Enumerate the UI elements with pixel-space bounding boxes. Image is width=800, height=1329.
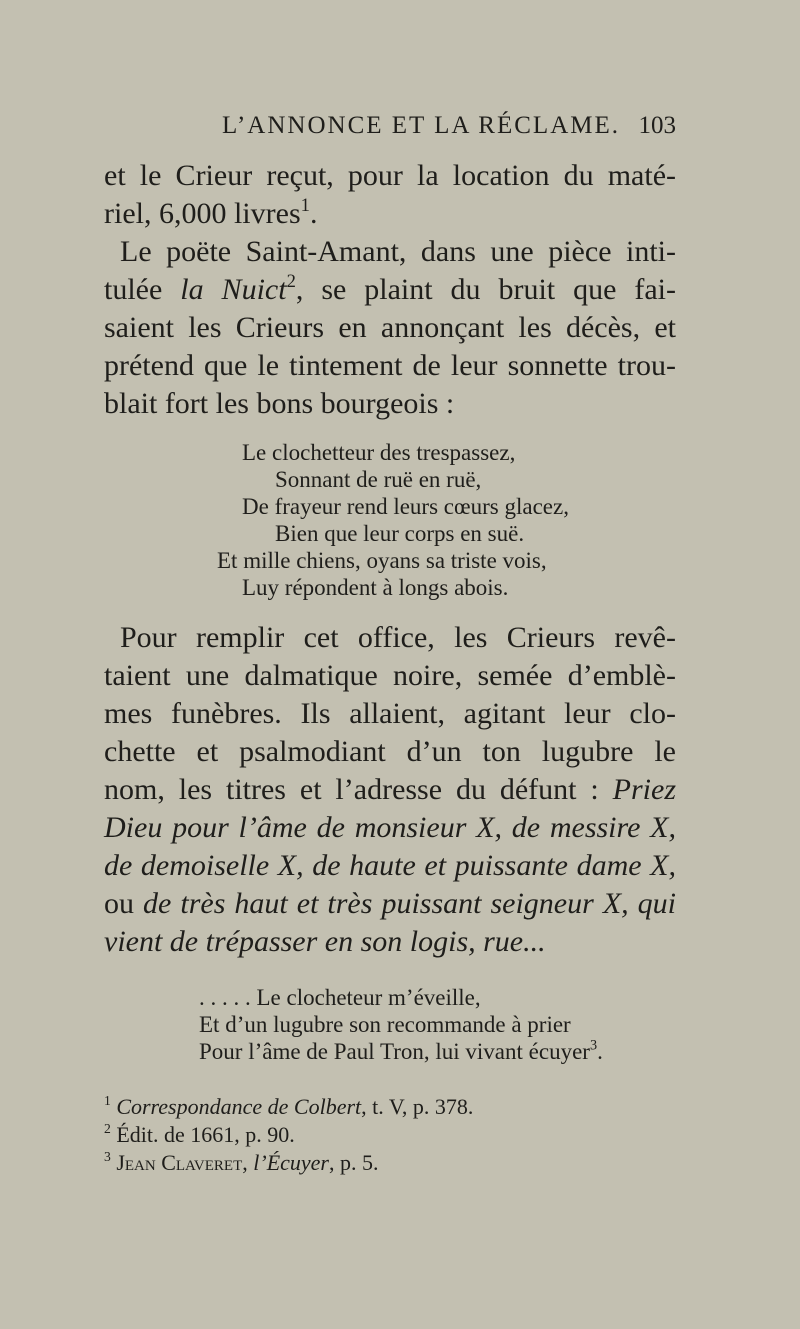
footnote-ref: 2 [286,270,296,292]
paragraph-line: ou de très haut et très puissant seigneur X, qui [104,887,677,920]
footnote: $^1$ Correspondance de Colbert, t. V, p. 378. [104,1093,474,1119]
footnote: $^2$ Édit. de 1661, p. 90. [104,1121,295,1147]
paragraph-line: de demoiselle X, de haute et puissante dame X, [104,849,676,882]
verse-line: Et mille chiens, oyans sa triste vois, [217,548,547,573]
footnote-ref: 3 [589,1037,598,1054]
verse-line: Pour l’âme de Paul Tron, lui vivant écuyer$^3$. [199,1037,603,1064]
paragraph-line: prétend que le tintement de leur sonnette trou- [104,349,676,382]
page-number: 103 [638,112,676,139]
verse-line: Bien que leur corps en suë. [275,521,525,546]
footnote: $^3$ Jean Claveret, l’Écuyer, p. 5. [104,1149,379,1175]
footnote-mark: 2 [104,1121,111,1137]
verse-line: Sonnant de ruë en ruë, [275,467,482,492]
paragraph-line: tulée la Nuict$^2$, se plaint du bruit que fai- [104,270,676,306]
paragraph-line: blait fort les bons bourgeois : [104,387,455,420]
paragraph-line: taient une dalmatique noire, semée d’emblè- [104,659,676,692]
footnote-ref: 1 [300,194,310,216]
paragraph-line: nom, les titres et l’adresse du défunt : Priez [104,773,676,806]
footnote-mark: 1 [104,1093,111,1109]
verse-line: . . . . . Le clocheteur m’éveille, [199,985,481,1010]
paragraph-line: riel, 6,000 livres$^1$. [104,194,318,230]
footnote-mark: 3 [104,1149,111,1165]
paragraph-line: saient les Crieurs en annonçant les décès, et [104,311,676,344]
paragraph-line: vient de trépasser en son logis, rue... [104,925,546,958]
running-title: L’ANNONCE ET LA RÉCLAME. [222,112,620,139]
running-head [104,112,676,146]
paragraph-line: chette et psalmodiant d’un ton lugubre le [104,735,676,768]
verse-line: Luy répondent à longs abois. [242,575,509,600]
paragraph-line: et le Crieur reçut, pour la location du maté- [104,159,676,192]
paragraph-line: Le poëte Saint-Amant, dans une pièce inti- [120,235,676,268]
verse-line: Le clochetteur des trespassez, [242,440,516,465]
paragraph-line: mes funèbres. Ils allaient, agitant leur clo- [104,697,676,730]
verse-line: Et d’un lugubre son recommande à prier [199,1012,571,1037]
poem-title: la Nuict [180,273,287,306]
paragraph-line: Dieu pour l’âme de monsieur X, de messire X, [104,811,676,844]
verse-line: De frayeur rend leurs cœurs glacez, [242,494,569,519]
paragraph-line: Pour remplir cet office, les Crieurs revê- [120,621,676,654]
